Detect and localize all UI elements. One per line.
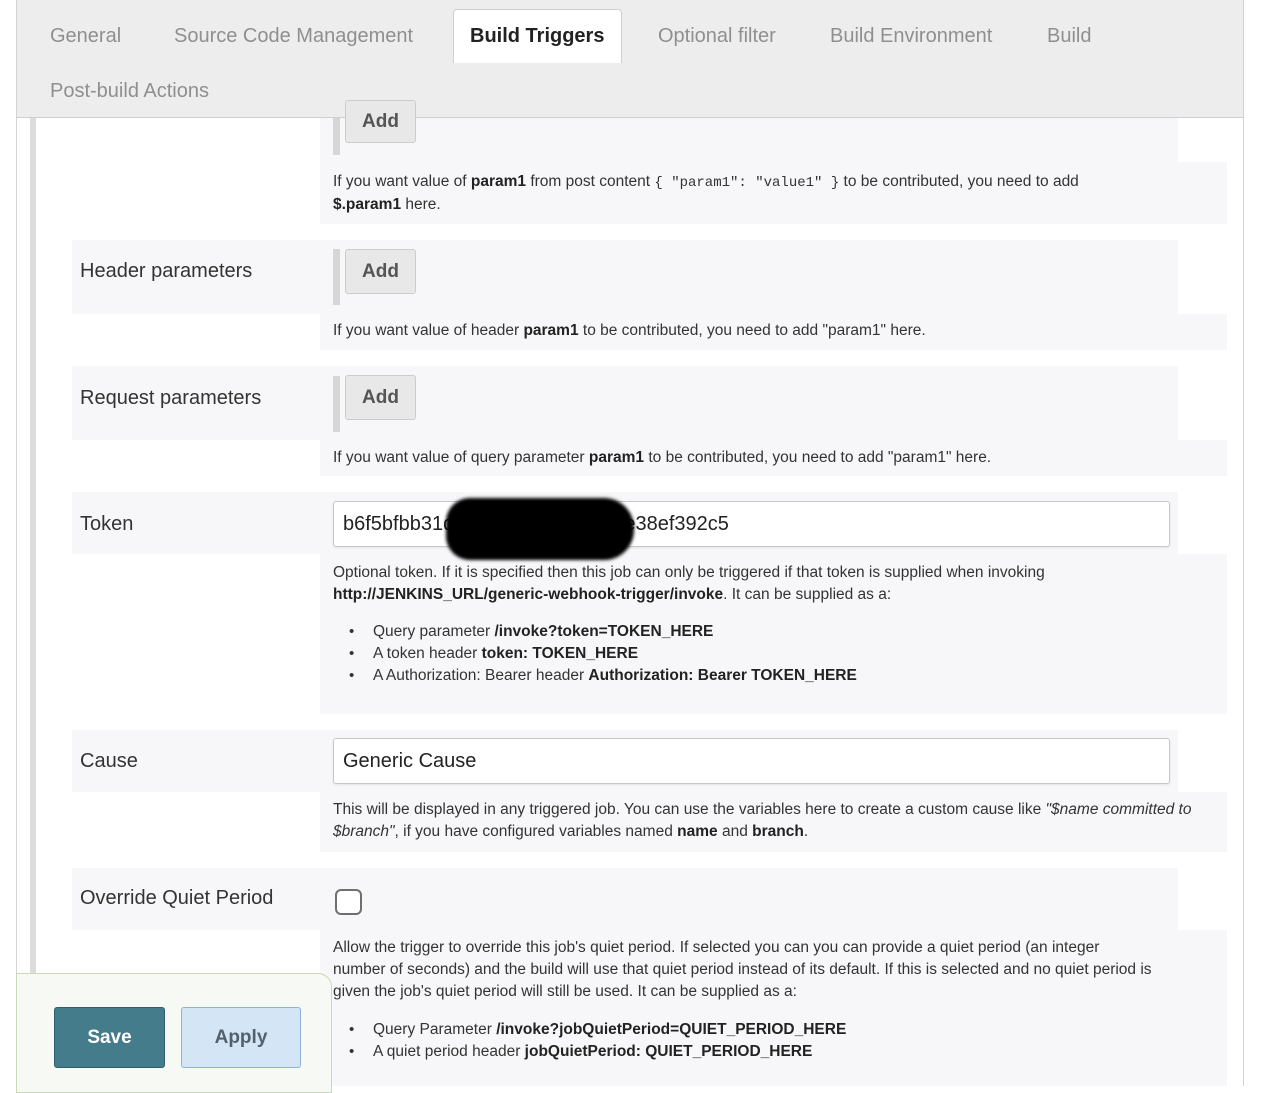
- override-quiet-period-checkbox[interactable]: [335, 889, 362, 915]
- token-methods-list: [333, 621, 1213, 687]
- tab-optional-filter[interactable]: Optional filter: [658, 25, 776, 47]
- list-item: • Query parameter /invoke?token=TOKEN_HERE: [373, 621, 1213, 643]
- add-post-content-param-button[interactable]: Add: [345, 100, 416, 143]
- tab-post-build-actions[interactable]: Post-build Actions: [50, 80, 209, 102]
- header-parameters-label: Header parameters: [80, 260, 253, 282]
- override-quiet-period-label: Override Quiet Period: [80, 887, 274, 909]
- list-item: • Query Parameter /invoke?jobQuietPeriod=QUIET_PERIOD_HERE: [373, 1019, 1233, 1041]
- add-request-param-button[interactable]: Add: [345, 375, 416, 420]
- list-item: • A quiet period header jobQuietPeriod: QUIET_PERIOD_HERE: [373, 1041, 1233, 1063]
- tab-build-environment[interactable]: Build Environment: [830, 25, 993, 47]
- quiet-period-help: Allow the trigger to override this job's quiet period. If selected you can you can provide a quiet period (an integer number of seconds) and the build will use that quiet period instead of its default. If this is selected and no quiet period is given the job's quiet period will still be used. It can be supplied as a: • Query Parameter /invoke?jobQuietPeriod=QUIET_PERIOD_HERE • A quiet period header jobQuietPeriod: QUIET_PERIOD_HERE: [333, 937, 1233, 1063]
- cause-help: This will be displayed in any triggered job. You can use the variables here to create a custom cause like "$name committed to $branch", if you have configured variables named name and branch.: [333, 801, 1192, 840]
- cause-label: Cause: [80, 750, 138, 772]
- page-frame-right: [1243, 118, 1244, 1086]
- repeatable-bar: [333, 249, 340, 305]
- repeatable-bar: [333, 376, 340, 432]
- section-stripe: [320, 118, 1178, 162]
- request-parameters-label: Request parameters: [80, 387, 262, 409]
- config-tab-bar: [16, 0, 1244, 118]
- tab-build-triggers[interactable]: Build Triggers: [453, 9, 622, 63]
- redaction-mark: [446, 498, 634, 560]
- tab-build[interactable]: Build: [1047, 25, 1092, 47]
- post-content-help: If you want value of param1 from post content { "param1": "value1" } to be contributed, you need to add $.param1 here.: [333, 173, 1079, 213]
- tab-source-code-management[interactable]: Source Code Management: [174, 25, 414, 47]
- save-button[interactable]: Save: [54, 1007, 165, 1068]
- page-frame-left: [16, 118, 17, 1086]
- request-parameters-help: If you want value of query parameter param1 to be contributed, you need to add "param1" here.: [333, 449, 992, 466]
- token-label: Token: [80, 513, 134, 535]
- cause-input[interactable]: [333, 738, 1170, 784]
- add-header-param-button[interactable]: Add: [345, 249, 416, 294]
- header-parameters-help: If you want value of header param1 to be contributed, you need to add "param1" here.: [333, 322, 926, 339]
- repeatable-bar: [333, 118, 340, 155]
- apply-button[interactable]: Apply: [181, 1007, 301, 1068]
- token-help: Optional token. If it is specified then this job can only be triggered if that token is supplied when invoking http://JENKINS_URL/generic-webhook-trigger/invoke. It can be supplied as a: • Query parameter /invoke?token=TOKEN_HERE • A token header token: TOKEN_HERE • A Authorization: Bearer header Authorization: Bearer TOKEN_HERE: [333, 562, 1213, 687]
- list-item: • A token header token: TOKEN_HERE: [373, 643, 1213, 665]
- tab-general[interactable]: General: [50, 25, 122, 47]
- quiet-period-methods-list: [333, 1019, 1233, 1063]
- list-item: • A Authorization: Bearer header Authorization: Bearer TOKEN_HERE: [373, 665, 1213, 687]
- section-indent-bar: [30, 118, 36, 1086]
